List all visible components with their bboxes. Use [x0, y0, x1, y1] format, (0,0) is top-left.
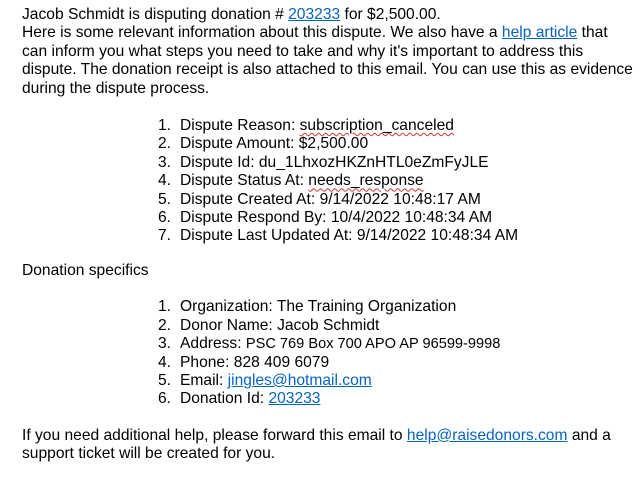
item-label: Donor Name:: [180, 316, 278, 334]
summary-prefix: Jacob Schmidt is disputing donation #: [22, 6, 289, 23]
item-label: Address:: [180, 335, 246, 353]
dispute-details-list: [22, 117, 641, 246]
donor-email-link[interactable]: jingles@hotmail.com: [227, 371, 372, 389]
list-item: [22, 191, 641, 209]
item-label: Phone:: [180, 353, 234, 371]
list-item: [22, 372, 641, 390]
list-number: 5.: [158, 190, 172, 208]
list-number: 4.: [158, 353, 172, 371]
dispute-summary-line: [22, 6, 634, 24]
intro-text-before-link: Here is some relevant information about this dispute. We also have a: [22, 24, 502, 42]
list-item: [22, 335, 641, 353]
donation-number-link[interactable]: 203233: [288, 6, 341, 23]
list-item: [22, 227, 641, 245]
list-item: [22, 172, 641, 190]
item-value: 9/14/2022 10:48:34 AM: [356, 227, 519, 245]
list-number: 6.: [158, 390, 172, 408]
item-value: $2,500.00: [298, 135, 369, 153]
footer-suffix: and a support ticket will be created for you.: [22, 426, 611, 463]
item-value: PSC 769 Box 700 APO AP 96599-9998: [245, 336, 501, 353]
list-number: 7.: [158, 227, 172, 245]
item-value: 10/4/2022 10:48:34 AM: [330, 209, 493, 227]
list-number: 3.: [158, 335, 172, 353]
list-item: [22, 209, 641, 227]
list-item: [22, 117, 641, 135]
footer-paragraph: [22, 427, 634, 464]
list-number: 4.: [158, 172, 172, 190]
donation-details-list: [22, 298, 641, 408]
item-value: Jacob Schmidt: [277, 316, 380, 334]
donation-specifics-heading: Donation specifics: [22, 261, 149, 279]
item-value: needs_response: [308, 172, 424, 190]
intro-paragraph: [22, 24, 634, 98]
intro-text-after-link: that can inform you what steps you need to take and why it's important to address this dispute. The donation receipt is also attached to this email. You can use this as evidence during the dispute process.: [22, 24, 633, 97]
list-number: 1.: [158, 117, 172, 135]
item-label: Dispute Respond By:: [180, 209, 331, 227]
item-value: The Training Organization: [276, 298, 457, 316]
item-value: subscription_canceled: [299, 117, 454, 135]
donation-id-link[interactable]: 203233: [268, 390, 321, 408]
summary-suffix: for $2,500.00.: [340, 6, 441, 23]
list-number: 2.: [158, 135, 172, 153]
item-label: Dispute Amount:: [180, 135, 299, 153]
item-value: 828 409 6079: [233, 353, 330, 371]
item-label: Dispute Created At:: [180, 190, 320, 208]
list-number: 3.: [158, 153, 172, 171]
item-label: Organization:: [180, 298, 277, 316]
list-item: [22, 390, 641, 408]
list-number: 6.: [158, 209, 172, 227]
item-value: 9/14/2022 10:48:17 AM: [319, 190, 481, 208]
list-item: [22, 317, 641, 335]
list-item: [22, 135, 641, 153]
item-label: Email:: [180, 371, 228, 389]
item-value: du_1LhxozHKZnHTL0eZmFyJLE: [258, 153, 489, 171]
item-label: Dispute Last Updated At:: [180, 227, 357, 245]
list-number: 5.: [158, 371, 172, 389]
footer-prefix: If you need additional help, please forward this email to: [22, 426, 407, 444]
help-article-link[interactable]: help article: [501, 24, 578, 42]
item-label: Donation Id:: [180, 390, 269, 408]
list-item: [22, 354, 641, 372]
item-label: Dispute Reason:: [180, 117, 300, 135]
list-number: 1.: [158, 298, 172, 316]
support-email-link[interactable]: help@raisedonors.com: [406, 426, 568, 444]
list-item: [22, 298, 641, 316]
item-label: Dispute Id:: [180, 153, 259, 171]
list-item: [22, 154, 641, 172]
list-number: 2.: [158, 316, 172, 334]
item-label: Dispute Status At:: [180, 172, 309, 190]
